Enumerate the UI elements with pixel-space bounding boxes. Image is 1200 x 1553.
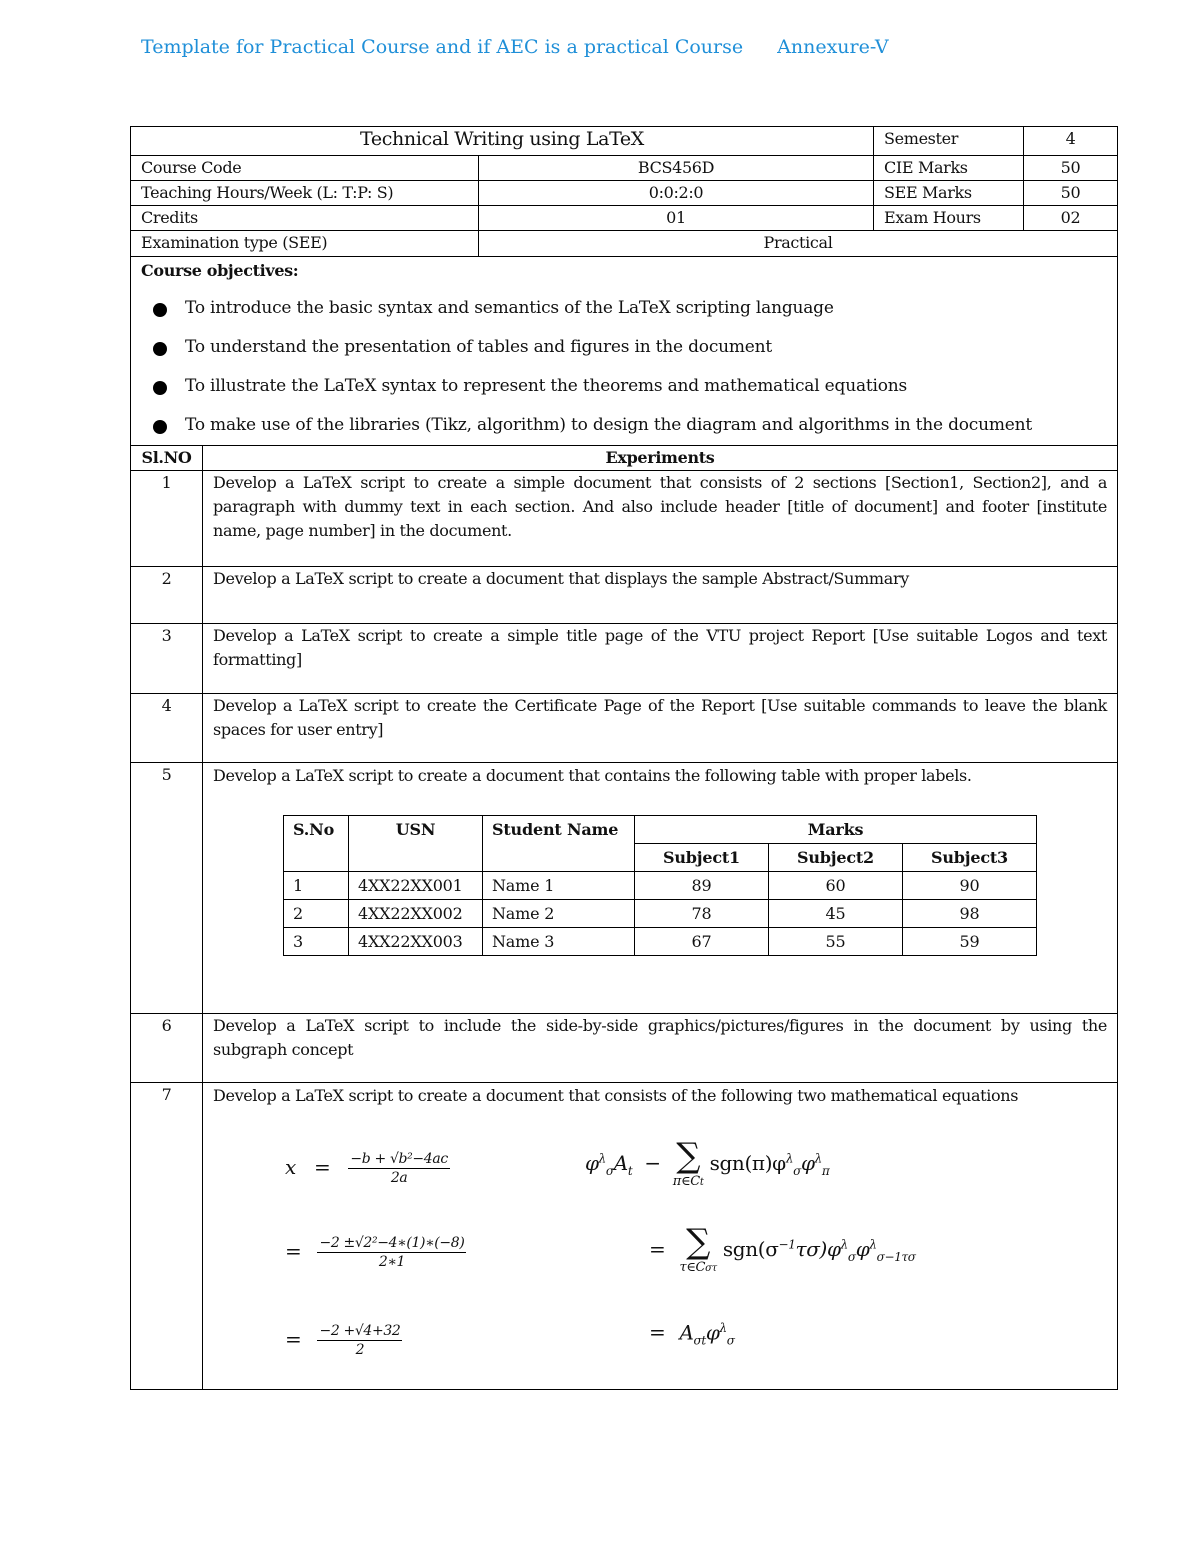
template-title: Template for Practical Course and if AEC is a practical Course (141, 36, 744, 58)
subject1-header: Subject1 (635, 843, 769, 871)
experiments-header: Experiments (203, 446, 1118, 471)
eq-sub: π (821, 1163, 830, 1178)
usn-header: USN (349, 815, 483, 871)
objective-text: To introduce the basic syntax and semantics of the LaTeX scripting language (185, 298, 834, 318)
fraction (348, 1150, 449, 1187)
eq-phi: φ (800, 1150, 815, 1175)
objective-item (141, 328, 1107, 367)
student-marks-table (283, 815, 1037, 956)
table-row (284, 927, 1037, 955)
eq-sup: λ (869, 1236, 877, 1251)
experiment-text: Develop a LaTeX script to create a simple document that consists of 2 sections [Section1, Section2], and a paragraph with dummy text in each section. And also include header [title of document] and footer [institute name, page number] in the document. (203, 471, 1118, 567)
right-eq-line-3 (649, 1316, 735, 1353)
eq-sub: σ (793, 1163, 801, 1178)
numerator: −2 +√4+32 (319, 1322, 401, 1339)
sum-index: τ∈C (679, 1259, 706, 1275)
eq-a: A (613, 1150, 628, 1175)
course-code-value: BCS456D (479, 156, 874, 181)
eq-sgn: sgn(σ (722, 1236, 779, 1261)
cell-subject3: 59 (903, 927, 1037, 955)
objective-item (141, 289, 1107, 328)
cell-name: Name 1 (483, 871, 635, 899)
subject2-header: Subject2 (769, 843, 903, 871)
eq-phi: φ (705, 1320, 720, 1345)
cell-subject3: 98 (903, 899, 1037, 927)
denominator: 2 (355, 1341, 365, 1358)
cell-sno: 2 (284, 899, 349, 927)
cell-sno: 1 (284, 871, 349, 899)
table-row (284, 899, 1037, 927)
cell-subject1: 78 (635, 899, 769, 927)
cell-subject3: 90 (903, 871, 1037, 899)
course-table (130, 126, 1118, 1390)
sno-header: S.No (284, 815, 349, 871)
experiment-7-cell (203, 1083, 1118, 1390)
eq-sub: σ (847, 1249, 856, 1264)
exam-hours-label: Exam Hours (874, 206, 1024, 231)
eq-minus: − (644, 1150, 661, 1175)
cell-name: Name 3 (483, 927, 635, 955)
course-code-label: Course Code (131, 156, 479, 181)
cell-subject1: 67 (635, 927, 769, 955)
sum-operator (679, 1221, 717, 1277)
credits-value: 01 (479, 206, 874, 231)
eq-sub: σt (693, 1333, 706, 1348)
fraction (317, 1234, 466, 1271)
exam-type-value: Practical (479, 231, 1118, 257)
eq-phi: φ (855, 1236, 870, 1261)
student-name-header: Student Name (483, 815, 635, 871)
eq-equals: = (313, 1154, 331, 1179)
eq-equals: = (285, 1326, 302, 1351)
eq-x: x (285, 1154, 296, 1179)
sum-index-sub: t (699, 1176, 704, 1188)
eq-sub: σ (726, 1333, 735, 1348)
sigma-icon: ∑ (686, 1221, 711, 1262)
exam-hours-value: 02 (1024, 206, 1118, 231)
experiment-number: 5 (131, 763, 203, 1014)
experiment-number: 6 (131, 1014, 203, 1083)
experiment-number: 2 (131, 567, 203, 624)
right-eq-line-1 (585, 1135, 830, 1191)
eq-sup: λ (598, 1150, 606, 1165)
bullet-icon (153, 381, 167, 395)
experiment-text: Develop a LaTeX script to create the Certificate Page of the Report [Use suitable commands to leave the blank spaces for user entry] (203, 694, 1118, 763)
exam-type-label: Examination type (SEE) (131, 231, 479, 257)
cell-name: Name 2 (483, 899, 635, 927)
cie-marks-label: CIE Marks (874, 156, 1024, 181)
objective-item (141, 367, 1107, 406)
teaching-hours-label: Teaching Hours/Week (L: T:P: S) (131, 181, 479, 206)
experiment-text: Develop a LaTeX script to create a document that displays the sample Abstract/Summary (203, 567, 1118, 624)
numerator: −2 ±√2²−4∗(1)∗(−8) (319, 1234, 465, 1251)
experiment-5-cell (203, 763, 1118, 1014)
eq-sup: λ (785, 1150, 794, 1165)
bullet-icon (153, 303, 167, 317)
eq-equals: = (649, 1236, 666, 1261)
experiment-text: Develop a LaTeX script to create a document that consists of the following two mathematical equations (213, 1086, 1019, 1105)
experiment-number: 7 (131, 1083, 203, 1390)
eq-sup: λ (840, 1236, 848, 1251)
cell-sno: 3 (284, 927, 349, 955)
eq-sub: σ−1τσ (876, 1249, 916, 1264)
eq-sub: t (627, 1163, 633, 1178)
sum-operator (672, 1135, 704, 1191)
eq-equals: = (649, 1320, 666, 1345)
objective-text: To understand the presentation of tables and figures in the document (185, 337, 773, 357)
eq-a: A (679, 1320, 694, 1345)
marks-header: Marks (635, 815, 1037, 843)
objectives-heading: Course objectives: (141, 261, 299, 280)
eq-sup: λ (814, 1150, 822, 1165)
teaching-hours-value: 0:0:2:0 (479, 181, 874, 206)
sum-index-sub: στ (705, 1262, 717, 1274)
objective-item (141, 406, 1107, 445)
eq-sup: λ (719, 1320, 727, 1335)
left-eq-line-1 (285, 1150, 450, 1187)
eq-sgn: sgn(π)φ (709, 1150, 786, 1175)
experiment-number: 1 (131, 471, 203, 567)
eq-sup: −1 (778, 1236, 796, 1251)
right-eq-line-2 (649, 1221, 916, 1277)
eq-phi: φ (585, 1150, 599, 1175)
denominator: 2∗1 (378, 1253, 406, 1270)
cell-subject2: 55 (769, 927, 903, 955)
sigma-icon: ∑ (676, 1135, 701, 1176)
left-eq-line-3 (285, 1322, 402, 1359)
bullet-icon (153, 420, 167, 434)
experiment-number: 3 (131, 624, 203, 694)
cell-usn: 4XX22XX002 (349, 899, 483, 927)
cie-marks-value: 50 (1024, 156, 1118, 181)
see-marks-value: 50 (1024, 181, 1118, 206)
denominator: 2a (390, 1169, 408, 1186)
semester-value: 4 (1024, 127, 1118, 156)
subject3-header: Subject3 (903, 843, 1037, 871)
experiment-text: Develop a LaTeX script to create a document that contains the following table with proper labels. (213, 766, 972, 785)
cell-usn: 4XX22XX001 (349, 871, 483, 899)
course-objectives (131, 257, 1118, 446)
equations-figure (213, 1135, 1107, 1388)
cell-subject2: 60 (769, 871, 903, 899)
cell-subject2: 45 (769, 899, 903, 927)
eq-mid: τσ)φ (795, 1236, 841, 1261)
table-row (284, 871, 1037, 899)
eq-equals: = (285, 1238, 302, 1263)
cell-usn: 4XX22XX003 (349, 927, 483, 955)
experiment-text: Develop a LaTeX script to create a simple title page of the VTU project Report [Use suitable Logos and text formatting] (203, 624, 1118, 694)
semester-label: Semester (874, 127, 1024, 156)
objective-text: To illustrate the LaTeX syntax to represent the theorems and mathematical equations (185, 376, 908, 396)
credits-label: Credits (131, 206, 479, 231)
bullet-icon (153, 342, 167, 356)
objective-text: To make use of the libraries (Tikz, algorithm) to design the diagram and algorithms in the document (185, 415, 1033, 435)
objectives-list (141, 289, 1107, 445)
experiment-text: Develop a LaTeX script to include the side-by-side graphics/pictures/figures in the document by using the subgraph concept (203, 1014, 1118, 1083)
fraction (317, 1322, 402, 1359)
sum-index: π∈C (672, 1173, 700, 1189)
page-header (141, 36, 889, 58)
sl-no-header: Sl.NO (131, 446, 203, 471)
annexure-label: Annexure-V (777, 36, 889, 58)
cell-subject1: 89 (635, 871, 769, 899)
left-eq-line-2 (285, 1234, 466, 1271)
experiment-number: 4 (131, 694, 203, 763)
numerator: −b + √b²−4ac (350, 1150, 448, 1167)
eq-sub: σ (605, 1163, 614, 1178)
course-title: Technical Writing using LaTeX (131, 127, 874, 156)
see-marks-label: SEE Marks (874, 181, 1024, 206)
